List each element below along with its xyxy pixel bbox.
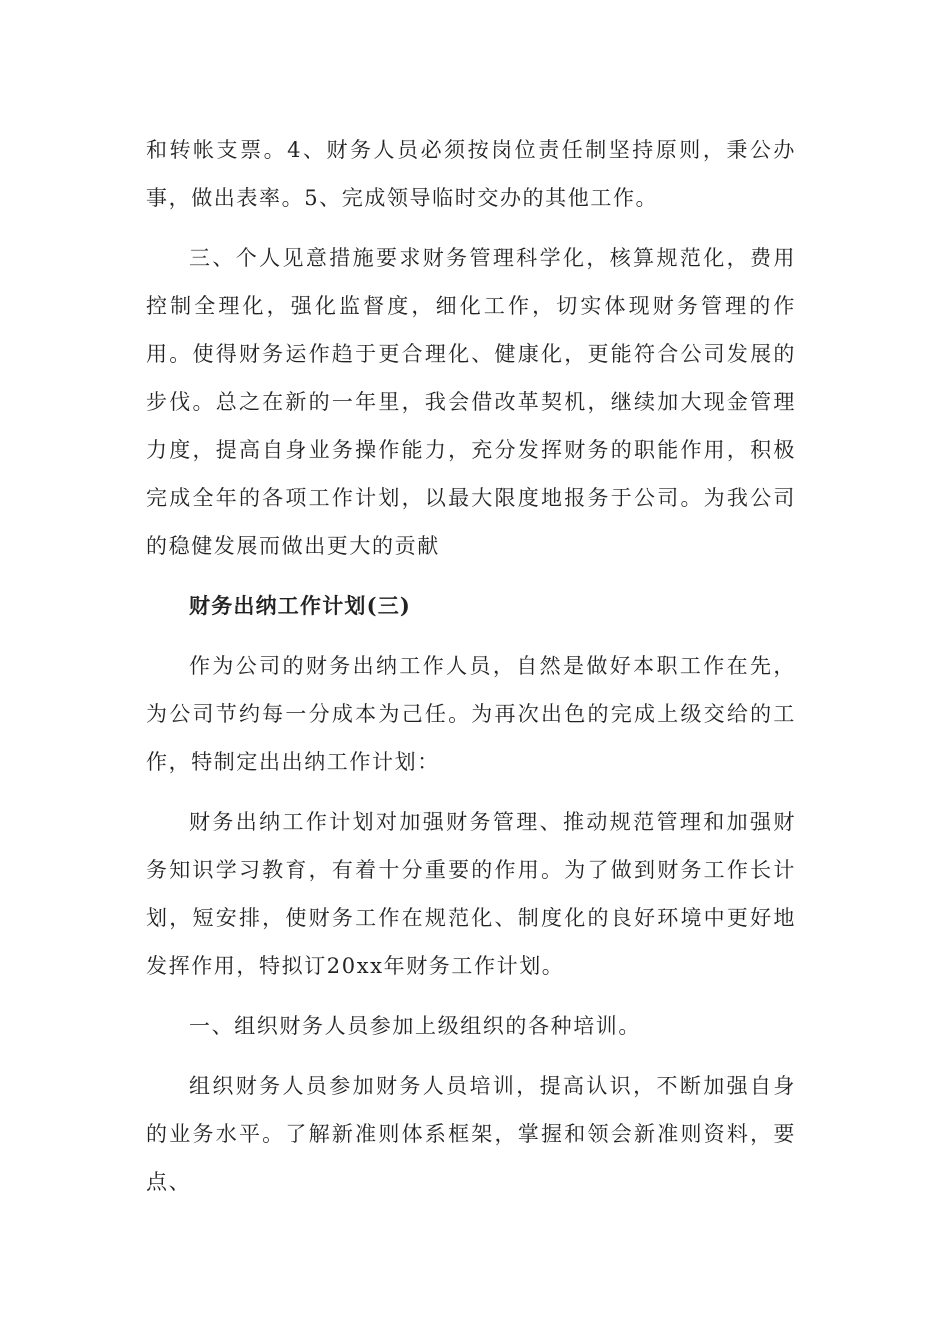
paragraph-intro: 作为公司的财务出纳工作人员，自然是做好本职工作在先，为公司节约每一分成本为己任。为再次出色的完成上级交给的工作，特制定出出纳工作计划： [146, 654, 796, 774]
paragraph-continuation: 和转帐支票。4、财务人员必须按岗位责任制坚持原则，秉公办事，做出表率。5、完成领导临时交办的其他工作。 [146, 138, 796, 210]
section-heading: 财务出纳工作计划(三) [189, 593, 412, 618]
document-body [146, 126, 796, 1206]
paragraph-item-one-title: 一、组织财务人员参加上级组织的各种培训。 [189, 1014, 641, 1038]
paragraph-item-one-body: 组织财务人员参加财务人员培训，提高认识，不断加强自身的业务水平。了解新准则体系框架，掌握和领会新准则资料，要点、 [146, 1074, 796, 1194]
paragraph-section-three: 三、个人见意措施要求财务管理科学化，核算规范化，费用控制全理化，强化监督度，细化工作，切实体现财务管理的作用。使得财务运作趋于更合理化、健康化，更能符合公司发展的步伐。总之在新的一年里，我会借改革契机，继续加大现金管理力度，提高自身业务操作能力，充分发挥财务的职能作用，积极完成全年的各项工作计划，以最大限度地报务于公司。为我公司的稳健发展而做出更大的贡献 [146, 246, 796, 558]
paragraph-plan-purpose: 财务出纳工作计划对加强财务管理、推动规范管理和加强财务知识学习教育，有着十分重要的作用。为了做到财务工作长计划，短安排，使财务工作在规范化、制度化的良好环境中更好地发挥作用，特拟订20xx年财务工作计划。 [146, 810, 796, 978]
